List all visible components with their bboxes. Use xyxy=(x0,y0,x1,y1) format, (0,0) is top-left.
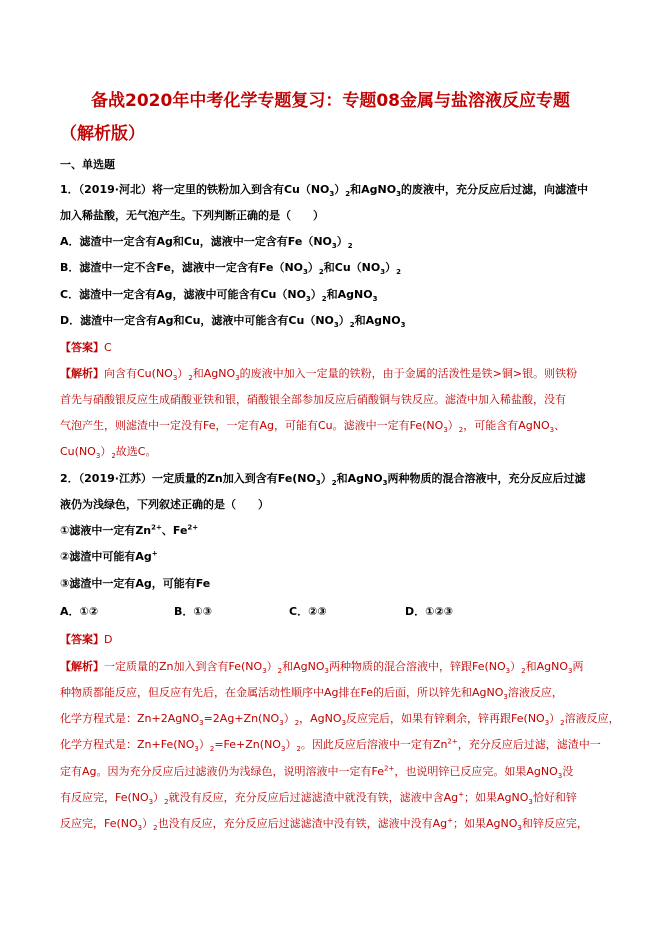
q2-stem-line1: 2．（2019·江苏）一定质量的Zn加入到含有$Fe(NO_3)_2$和AgNO$_3$两种物质的混合溶液中，充分反应后过滤 xyxy=(60,472,586,488)
q1-option-b: B．滤渣中一定不含Fe，滤液中一定含有$Fe(NO_3)_2$和$Cu(NO_3)_2$ xyxy=(60,261,401,277)
q1-analysis-line1: 【解析】向含有$Cu(NO_3)_2$和AgNO$_3$的废液中加入一定量的铁粉，由于金属的活泼性是铁>铜>银。则铁粉 xyxy=(60,367,578,383)
q1-stem-line2: 加入稀盐酸，无气泡产生。下列判断正确的是（ ） xyxy=(60,209,324,222)
q1-stem-line1: 1．（2019·河北）将一定里的铁粉加入到含有$Cu(NO_3)_2$和AgNO$_3$的废液中，充分反应后过滤，向滤渣中 xyxy=(60,183,588,199)
q2-statement-1: ①滤液中一定有$Zn^{2+}$、$Fe^{2+}$ xyxy=(60,523,199,537)
doc-title-line1: 备战2020年中考化学专题复习：专题08金属与盐溶液反应专题 xyxy=(91,91,570,111)
q2-option-c: C．②③ xyxy=(289,605,327,618)
q1-analysis-line2: 首先与硝酸银反应生成硝酸亚铁和银，硝酸银全部参加反应后硝酸铜与铁反应。滤渣中加入稀盐酸，没有 xyxy=(60,393,566,406)
q2-analysis-line6: 有反应完，$Fe(NO_3)_2$就没有反应，充分反应后过滤滤渣中就没有铁，滤液中含Ag+；如果AgNO$_3$恰好和锌 xyxy=(60,790,577,807)
q1-analysis-line3: 气泡产生，则滤渣中一定没有Fe，一定有Ag，可能有Cu。滤液中一定有$Fe(NO_3)_2$，可能含有AgNO$_3$、 xyxy=(60,419,566,435)
q2-answer: 【答案】D xyxy=(60,633,113,646)
q1-option-c: C．滤渣中一定含有Ag，滤液中可能含有$Cu(NO_3)_2$和AgNO$_3$ xyxy=(60,288,378,304)
q2-statement-2: ②滤渣中可能有Ag+ xyxy=(60,549,158,563)
q2-analysis-line1: 【解析】一定质量的Zn加入到含有$Fe(NO_3)_2$和AgNO$_3$两种物质的混合溶液中，锌跟$Fe(NO_3)_2$和AgNO$_3$两 xyxy=(60,660,584,676)
q2-statement-3: ③滤渣中一定有Ag，可能有Fe xyxy=(60,577,211,590)
doc-title-line2: （解析版） xyxy=(60,124,145,144)
q2-option-a: A．①② xyxy=(60,605,99,618)
q2-analysis-line5: 定有Ag。因为充分反应后过滤液仍为浅绿色，说明溶液中一定有$Fe^{2+}$，也说明锌已反应完。如果AgNO$_3$没 xyxy=(60,764,574,781)
q2-analysis-line2: 种物质都能反应，但反应有先后，在金属活动性顺序中Ag排在Fe的后面，所以锌先和AgNO$_3$溶液反应， xyxy=(60,686,563,702)
q2-option-b: B．①③ xyxy=(174,605,213,618)
q2-analysis-line7: 反应完，$Fe(NO_3)_2$也没有反应，充分反应后过滤滤渣中没有铁，滤液中没有Ag+；如果AgNO$_3$和锌反应完， xyxy=(60,816,588,833)
section-heading: 一、单选题 xyxy=(60,158,115,171)
q2-stem-line2: 液仍为浅绿色，下列叙述正确的是（ ） xyxy=(60,498,269,511)
q1-option-d: D．滤渣中一定含有Ag和Cu，滤液中可能含有$Cu(NO_3)_2$和AgNO$_3$ xyxy=(60,314,406,330)
q1-analysis-line4: $Cu(NO_3)_2$故选C。 xyxy=(60,445,157,461)
q2-analysis-line3: 化学方程式是：$Zn+2AgNO_3=2Ag+Zn(NO_3)_2$，AgNO$_3$反应完后，如果有锌剩余，锌再跟$Fe(NO_3)_2$溶液反应， xyxy=(60,712,620,728)
q2-option-d: D．①②③ xyxy=(405,605,454,618)
q1-option-a: A．滤渣中一定含有Ag和Cu，滤液中一定含有$Fe(NO_3)_2$ xyxy=(60,235,353,251)
q2-analysis-line4: 化学方程式是：$Zn+Fe(NO_3)_2=Fe+Zn(NO_3)_2$。因此反应后溶液中一定有$Zn^{2+}$，充分反应后过滤，滤渣中一 xyxy=(60,737,601,754)
q1-answer: 【答案】C xyxy=(60,341,112,354)
